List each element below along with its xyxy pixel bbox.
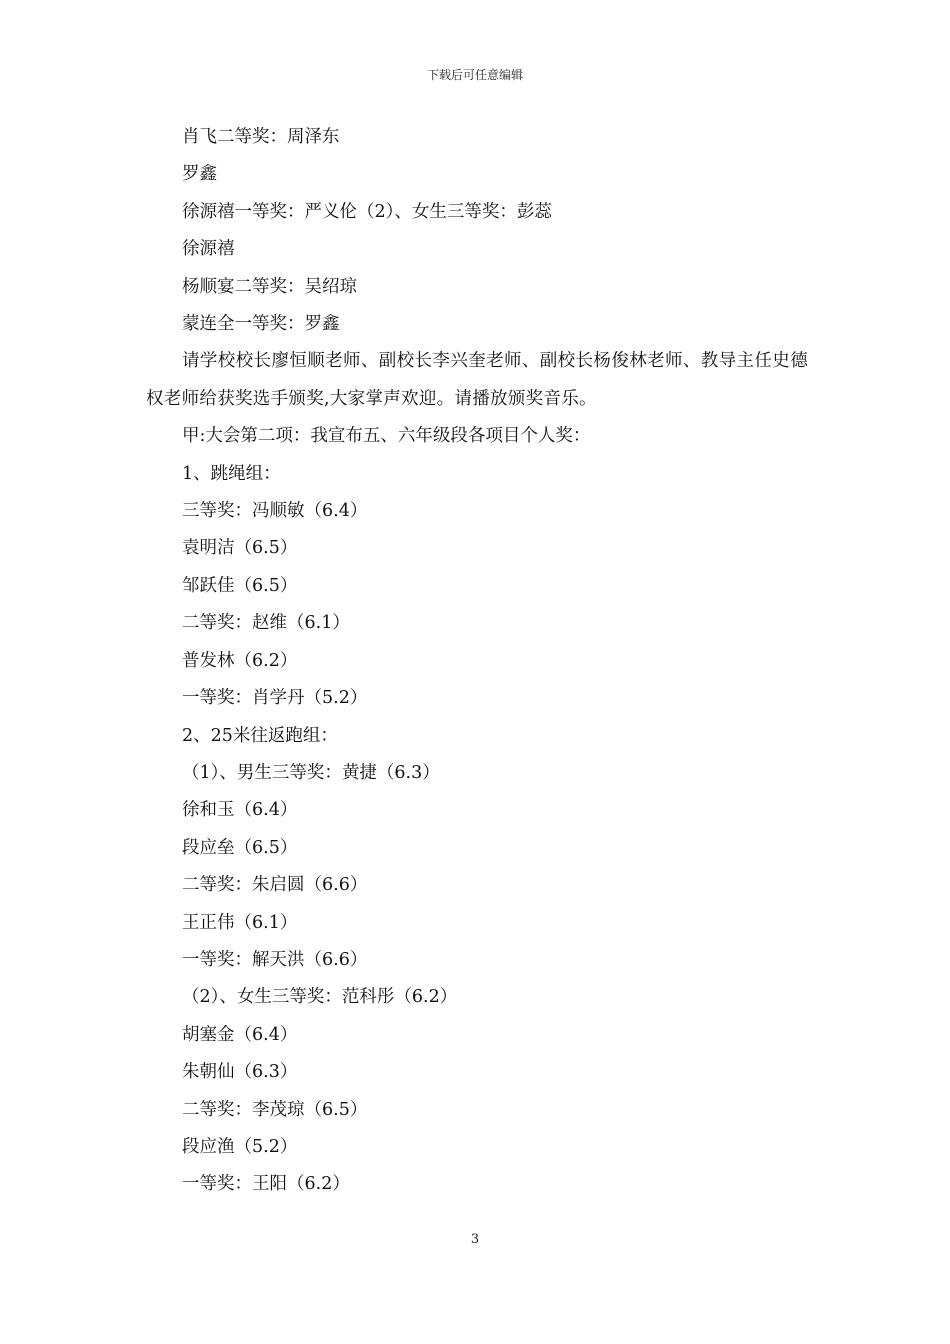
page-number: 3 (470, 1232, 480, 1247)
text-line: 段应渔（5.2） (182, 1136, 298, 1157)
text-line: 普发林（6.2） (182, 650, 298, 671)
award-paragraph: 请学校校长廖恒顺老师、副校长李兴奎老师、副校长杨俊林老师、教导主任史德权老师给获奖选手颁奖,大家掌声欢迎。请播放颁奖音乐。 (146, 351, 808, 409)
text-line: 二等奖：朱启圆（6.6） (182, 875, 368, 896)
text-line: 2、25米往返跑组： (182, 725, 338, 746)
text-line: 徐源禧一等奖：严义伦（2）、女生三等奖：彭蕊 (182, 201, 552, 222)
text-line: 邹跃佳（6.5） (182, 575, 298, 596)
page-header: 下载后可任意编辑 (426, 68, 523, 82)
text-line: 袁明洁（6.5） (182, 538, 298, 559)
text-line: 杨顺宴二等奖：吴绍琼 (182, 276, 357, 297)
text-line: 二等奖：李茂琼（6.5） (182, 1099, 368, 1120)
text-line: （1）、男生三等奖：黄捷（6.3） (182, 762, 440, 783)
text-line: 一等奖：肖学丹（5.2） (182, 688, 368, 709)
text-line: 一等奖：王阳（6.2） (182, 1174, 350, 1195)
text-line: 朱朝仙（6.3） (182, 1062, 298, 1083)
text-line: 罗鑫 (182, 164, 217, 185)
text-line: 徐源禧 (182, 239, 235, 260)
text-line: 三等奖：冯顺敏（6.4） (182, 501, 368, 522)
text-line: 蒙连全一等奖：罗鑫 (182, 314, 340, 335)
text-line: 1、跳绳组： (182, 463, 281, 484)
document-body (146, 119, 808, 1204)
text-line: 段应垒（6.5） (182, 837, 298, 858)
text-line: （2）、女生三等奖：范科彤（6.2） (182, 987, 458, 1008)
text-line: 肖飞二等奖：周泽东 (182, 127, 340, 147)
text-line: 徐和玉（6.4） (182, 800, 298, 821)
text-line: 王正伟（6.1） (182, 912, 298, 933)
text-line: 一等奖：解天洪（6.6） (182, 949, 368, 970)
text-line: 胡塞金（6.4） (182, 1024, 298, 1045)
text-line: 二等奖：赵维（6.1） (182, 613, 350, 634)
text-line: 甲:大会第二项：我宣布五、六年级段各项目个人奖： (182, 426, 591, 447)
